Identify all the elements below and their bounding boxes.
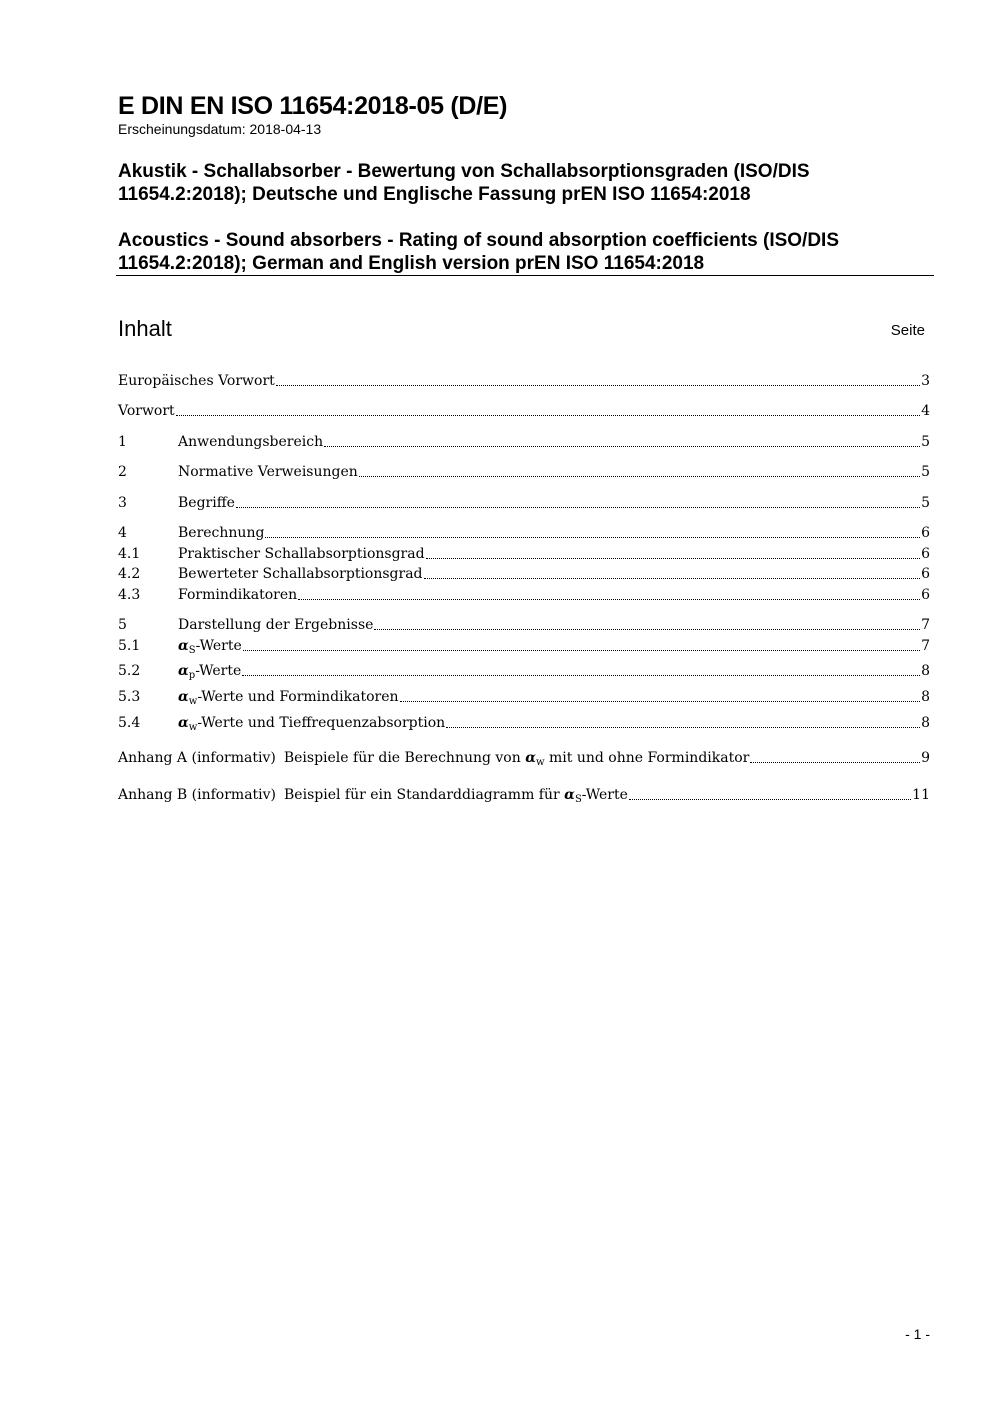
toc-entry-label: Begriffe [178,495,235,511]
toc-entry-page: 6 [921,566,930,582]
toc-entry-number: 5.4 [118,715,141,731]
alpha-symbol: α [178,638,189,654]
toc-entry-number: 5 [118,617,127,633]
toc-entry-label: Vorwort [118,403,175,419]
toc-entry-section-5-1[interactable] [118,636,930,656]
header-divider [116,275,934,276]
toc-entry-section-3[interactable] [118,493,930,513]
publication-date: Erscheinungsdatum: 2018-04-13 [118,121,322,137]
toc-entry-number: 4 [118,525,127,541]
toc-leader-dots [243,650,920,651]
toc-entry-label: Bewerteter Schallabsorptionsgrad [178,566,423,582]
toc-entry-european-foreword[interactable] [118,371,930,391]
toc-entry-page: 4 [921,403,930,419]
toc-leader-dots [629,799,911,800]
toc-entry-section-5-2[interactable] [118,661,930,681]
toc-entry-page: 8 [921,715,930,731]
toc-leader-dots [426,558,921,559]
toc-entry-foreword[interactable] [118,401,930,421]
toc-leader-dots [359,476,920,477]
toc-leader-dots [374,629,920,630]
toc-leader-dots [298,599,920,600]
toc-entry-page: 8 [921,689,930,705]
toc-entry-page: 8 [921,663,930,679]
toc-entry-label-text: mit und ohne Formindikator [544,750,750,766]
alpha-subscript: w [536,757,545,768]
page-number: - 1 - [905,1326,930,1342]
toc-entry-label-text: -Werte und Tieffrequenzabsorption [197,715,446,731]
toc-entry-page: 5 [921,495,930,511]
toc-entry-annex-b[interactable] [118,785,930,805]
toc-entry-page: 7 [921,617,930,633]
toc-leader-dots [750,762,920,763]
document-id: E DIN EN ISO 11654:2018-05 (D/E) [118,92,508,120]
alpha-subscript: S [574,794,582,805]
toc-entry-page: 6 [921,546,930,562]
alpha-subscript: S [188,645,196,656]
alpha-symbol: α [178,715,189,731]
toc-entry-label [178,713,445,738]
toc-entry-number: 4.2 [118,566,141,582]
toc-entry-label-text: Beispiel für ein Standarddiagramm für [284,787,565,803]
toc-entry-label-text: -Werte [195,638,242,654]
toc-entry-label-text: -Werte [195,663,242,679]
toc-entry-label-text: -Werte und Formindikatoren [197,689,399,705]
alpha-symbol: α [525,750,536,766]
toc-entry-page: 3 [921,373,930,389]
toc-entry-section-5[interactable] [118,615,930,635]
toc-entry-label: Darstellung der Ergebnisse [178,617,374,633]
toc-entry-label [284,748,750,773]
toc-leader-dots [265,537,920,538]
toc-entry-section-5-4[interactable] [118,713,930,733]
toc-entry-section-5-3[interactable] [118,687,930,707]
toc-entry-page: 5 [921,464,930,480]
toc-entry-label: Berechnung [178,525,265,541]
toc-entry-annex-label: Anhang B (informativ) [118,787,277,803]
toc-leader-dots [236,507,920,508]
toc-entry-number: 2 [118,464,127,480]
toc-entry-section-4-2[interactable] [118,564,930,584]
toc-entry-section-4-1[interactable] [118,544,930,564]
toc-entry-page: 7 [921,638,930,654]
toc-leader-dots [446,727,920,728]
toc-entry-section-4[interactable] [118,523,930,543]
toc-entry-number: 4.3 [118,587,141,603]
toc-entry-label [178,687,399,712]
toc-entry-annex-label: Anhang A (informativ) [118,750,276,766]
toc-leader-dots [424,578,921,579]
toc-entry-label [284,785,628,810]
toc-leader-dots [324,446,920,447]
toc-entry-annex-a[interactable] [118,748,930,768]
toc-entry-label-text: Beispiele für die Berechnung von [283,750,526,766]
toc-entry-label: Praktischer Schallabsorptionsgrad [178,546,425,562]
toc-entry-label [178,661,241,686]
toc-entry-section-4-3[interactable] [118,585,930,605]
alpha-symbol: α [178,689,189,705]
toc-entry-label [178,636,242,661]
toc-entry-number: 4.1 [118,546,141,562]
toc-entry-page: 6 [921,525,930,541]
toc-heading: Inhalt [118,316,172,341]
toc-entry-label: Europäisches Vorwort [118,373,275,389]
toc-entry-label: Formindikatoren [178,587,298,603]
alpha-subscript: p [188,670,196,681]
alpha-subscript: w [188,696,198,707]
toc-entry-label: Anwendungsbereich [178,434,324,450]
alpha-symbol: α [178,663,189,679]
toc-entry-label: Normative Verweisungen [178,464,358,480]
toc-entry-number: 5.1 [118,638,141,654]
toc-entry-number: 3 [118,495,127,511]
toc-leader-dots [242,675,920,676]
title-english: Acoustics - Sound absorbers - Rating of sound absorption coefficients (ISO/DIS 11654.2:2018); German and English version prEN ISO 11654:2018 [118,230,840,274]
toc-entry-section-2[interactable] [118,462,930,482]
toc-leader-dots [176,415,920,416]
toc-entry-label-text: -Werte [581,787,628,803]
toc-entry-number: 1 [118,434,127,450]
toc-entry-page: 11 [912,787,930,803]
alpha-symbol: α [564,787,575,803]
toc-leader-dots [276,385,920,386]
toc-entry-page: 9 [921,750,930,766]
toc-entry-number: 5.3 [118,689,141,705]
alpha-subscript: w [188,722,198,733]
toc-page-column-heading: Seite [890,322,925,339]
toc-entry-page: 5 [921,434,930,450]
toc-entry-number: 5.2 [118,663,141,679]
toc-entry-section-1[interactable] [118,432,930,452]
title-german: Akustik - Schallabsorber - Bewertung von Schallabsorptionsgraden (ISO/DIS 11654.2:2018); Deutsche und Englische Fassung prEN ISO 11654:2018 [118,161,810,205]
toc-leader-dots [400,701,921,702]
toc-entry-page: 6 [921,587,930,603]
